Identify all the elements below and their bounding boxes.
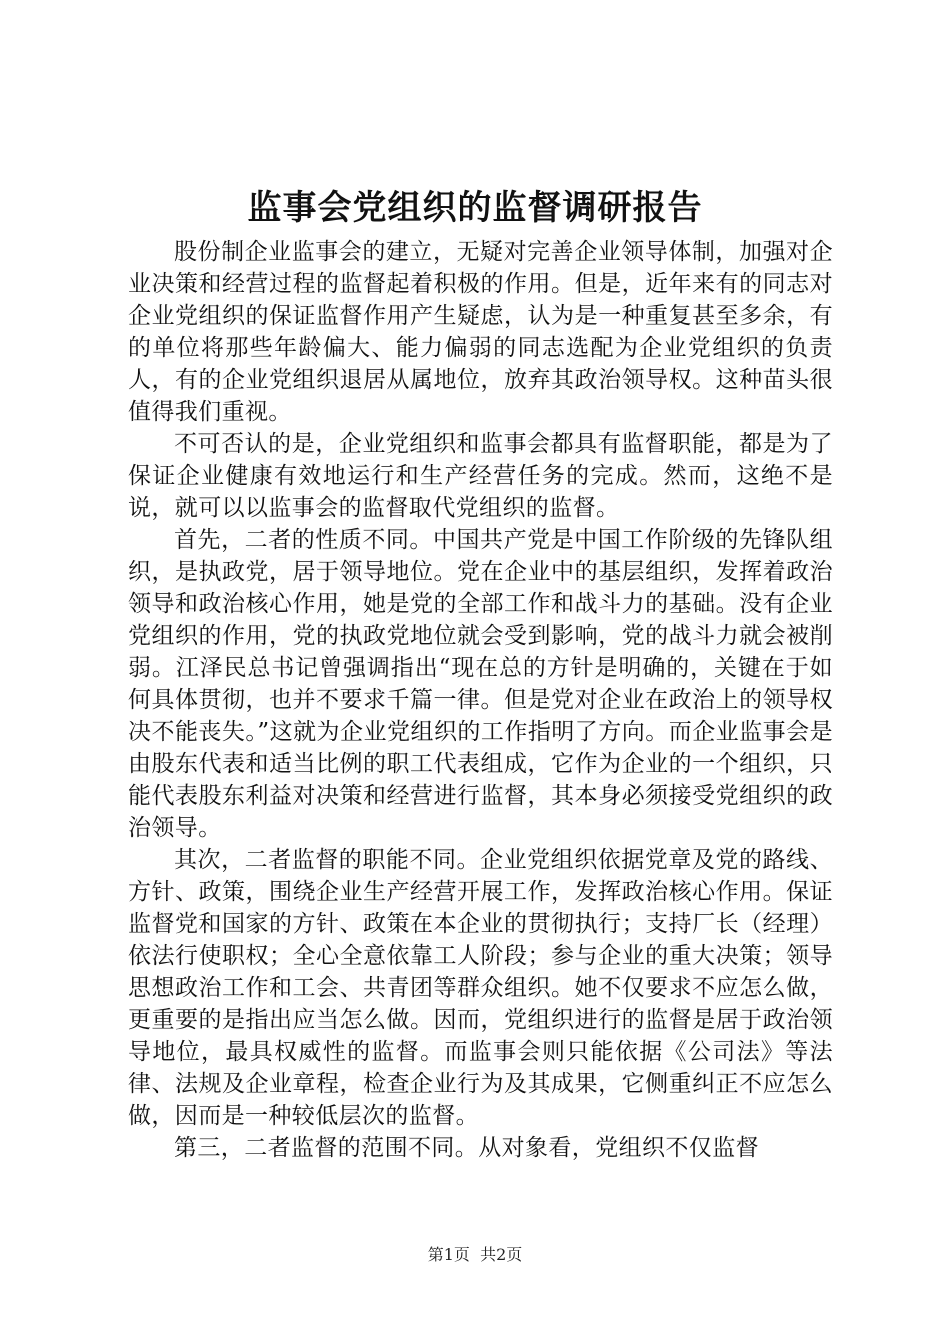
document-title: 监事会党组织的监督调研报告 [247, 188, 703, 228]
body-paragraph: 其次，二者监督的职能不同。企业党组织依据党章及党的路线、方针、政策，围绕企业生产经营开展工作，发挥政治核心作用。保证监督党和国家的方针、政策在本企业的贯彻执行；支持厂长（经理）依法行使职权；全心全意依靠工人阶段；参与企业的重大决策；领导思想政治工作和工会、共青团等群众组织。她不仅要求不应怎么做，更重要的是指出应当怎么做。因而，党组织进行的监督是居于政治领导地位，最具权威性的监督。而监事会则只能依据《公司法》等法律、法规及企业章程，检查企业行为及其成果，它侧重纠正不应怎么做，因而是一种较低层次的监督。 [128, 847, 833, 1129]
footer-spacer [470, 1245, 480, 1264]
document-body [128, 236, 833, 1164]
body-paragraph: 首先，二者的性质不同。中国共产党是中国工作阶级的先锋队组织，是执政党，居于领导地位。党在企业中的基层组织，发挥着政治领导和政治核心作用，她是党的全部工作和战斗力的基础。没有企业党组织的作用，党的执政党地位就会受到影响，党的战斗力就会被削弱。江泽民总书记曾强调指出“现在总的方针是明确的，关键在于如何具体贯彻，也并不要求千篇一律。但是党对企业在政治上的领导权决不能丧失。”这就为企业党组织的工作指明了方向。而企业监事会是由股东代表和适当比例的职工代表组成，它作为企业的一个组织，只能代表股东利益对决策和经营进行监督，其本身必须接受党组织的政治领导。 [128, 527, 833, 841]
page-footer [0, 1244, 950, 1266]
page-total: 共2页 [480, 1245, 523, 1264]
body-paragraph: 第三，二者监督的范围不同。从对象看，党组织不仅监督 [174, 1135, 759, 1161]
page-number: 第1页 [427, 1245, 470, 1264]
body-paragraph: 股份制企业监事会的建立，无疑对完善企业领导体制，加强对企业决策和经营过程的监督起着积极的作用。但是，近年来有的同志对企业党组织的保证监督作用产生疑虑，认为是一种重复甚至多余，有的单位将那些年龄偏大、能力偏弱的同志选配为企业党组织的负责人，有的企业党组织退居从属地位，放弃其政治领导权。这种苗头很值得我们重视。 [128, 239, 833, 425]
body-paragraph: 不可否认的是，企业党组织和监事会都具有监督职能，都是为了保证企业健康有效地运行和生产经营任务的完成。然而，这绝不是说，就可以以监事会的监督取代党组织的监督。 [128, 431, 833, 521]
